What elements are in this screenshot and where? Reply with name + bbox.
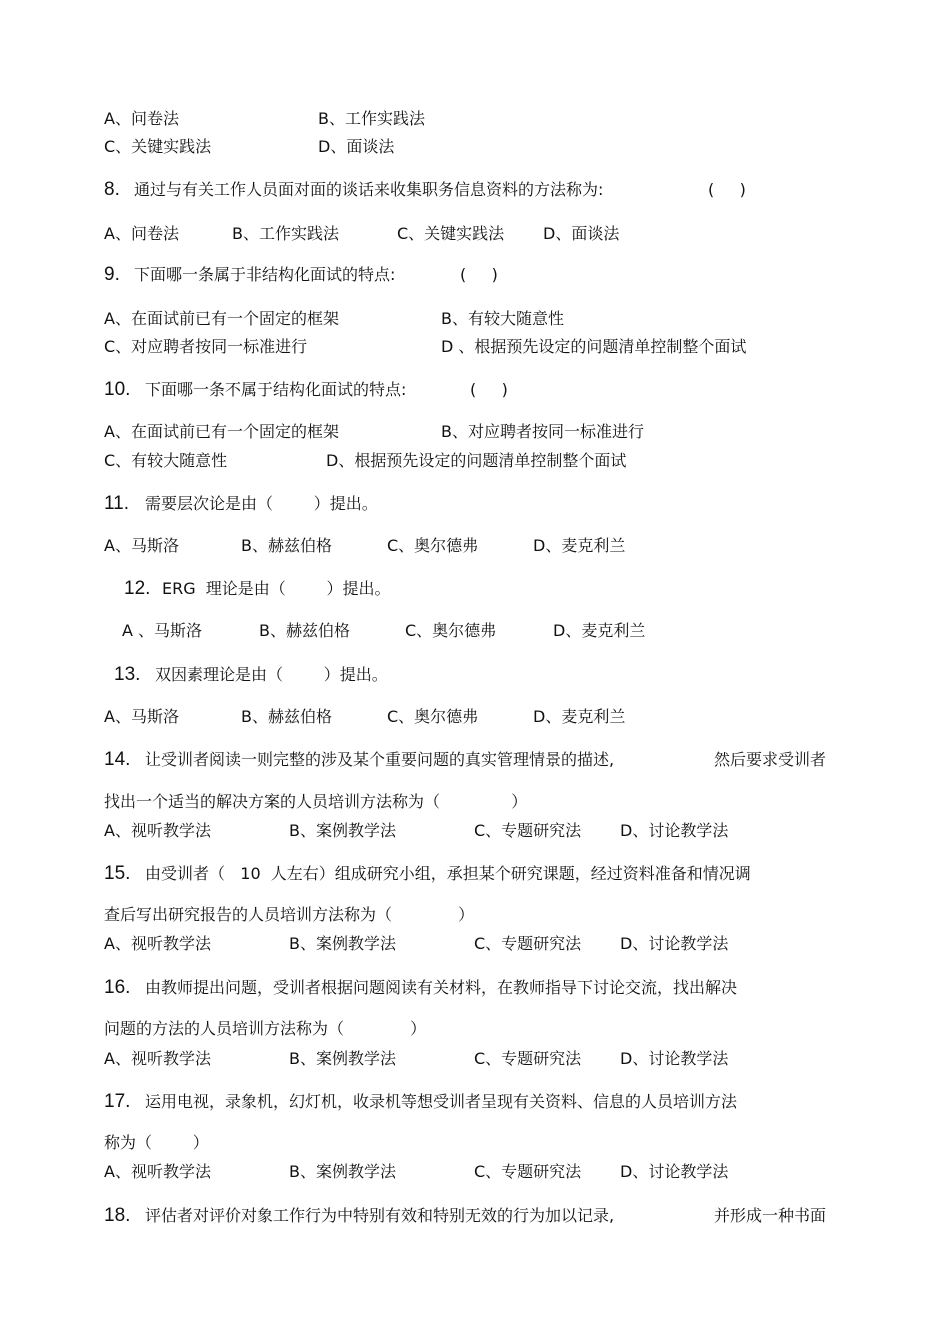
option-d: D、面谈法 [543,224,620,243]
question-number: 14. [104,749,131,770]
option-c: C、奥尔德弗 [387,707,479,726]
option-a: A、马斯洛 [104,707,179,726]
option-c: C、专题研究法 [474,1162,582,1181]
question-text: 由教师提出问题，受训者根据问题阅读有关材料，在教师指导下讨论交流，找出解决 [145,978,738,997]
question-number: 18. [104,1205,131,1226]
option-b: B、工作实践法 [318,109,425,128]
option-d: D 、根据预先设定的问题清单控制整个面试 [441,337,747,356]
option-c: C、专题研究法 [474,934,582,953]
option-c: C、关键实践法 [104,137,212,156]
question-text: 查后写出研究报告的人员培训方法称为（ ） [104,905,475,924]
option-b: B、案例教学法 [289,821,396,840]
question-number: 9. [104,264,120,285]
question-number: 16. [104,977,131,998]
question-text: 下面哪一条不属于结构化面试的特点: [145,380,407,399]
option-d: D、根据预先设定的问题清单控制整个面试 [326,451,627,470]
option-a: A、在面试前已有一个固定的框架 [104,309,339,328]
option-a: A 、马斯洛 [122,621,203,640]
option-a: A、在面试前已有一个固定的框架 [104,422,339,441]
question-number: 13. [114,664,141,685]
question-number: 12. [124,578,151,599]
option-c: C、奥尔德弗 [405,621,497,640]
question-text: 称为（ ） [104,1133,209,1152]
question-number: 8. [104,179,120,200]
option-b: B、案例教学法 [289,1049,396,1068]
question-number: 11. [104,493,130,514]
option-d: D、讨论教学法 [620,1162,729,1181]
option-a: A、问卷法 [104,224,179,243]
question-text: 评估者对评价对象工作行为中特别有效和特别无效的行为加以记录, [145,1206,615,1225]
option-d: D、麦克利兰 [533,707,626,726]
answer-blank: ( ) [470,380,508,399]
option-a: A、视听教学法 [104,1049,211,1068]
option-c: C、有较大随意性 [104,451,228,470]
option-b: B、赫兹伯格 [259,621,350,640]
option-d: D、麦克利兰 [553,621,646,640]
option-b: B、有较大随意性 [441,309,564,328]
question-text: 下面哪一条属于非结构化面试的特点: [134,265,396,284]
option-a: A、马斯洛 [104,536,179,555]
question-text: 通过与有关工作人员面对面的谈话来收集职务信息资料的方法称为: [134,180,604,199]
answer-blank: ( ) [708,180,746,199]
option-b: B、赫兹伯格 [241,707,332,726]
question-text: 双因素理论是由（ ）提出。 [155,665,388,684]
option-c: C、关键实践法 [397,224,505,243]
option-c: C、对应聘者按同一标准进行 [104,337,308,356]
option-d: D、麦克利兰 [533,536,626,555]
option-c: C、专题研究法 [474,1049,582,1068]
question-number: 10. [104,379,131,400]
option-d: D、面谈法 [318,137,395,156]
question-text: 由受训者（ 10 人左右）组成研究小组，承担某个研究课题，经过资料准备和情况调 [145,864,751,883]
question-text: 让受训者阅读一则完整的涉及某个重要问题的真实管理情景的描述, [145,750,615,769]
option-b: B、赫兹伯格 [241,536,332,555]
option-a: A、视听教学法 [104,1162,211,1181]
option-d: D、讨论教学法 [620,1049,729,1068]
option-a: A、视听教学法 [104,821,211,840]
option-a: A、视听教学法 [104,934,211,953]
option-c: C、专题研究法 [474,821,582,840]
option-b: B、案例教学法 [289,934,396,953]
question-text: 并形成一种书面 [714,1206,827,1225]
question-text: 然后要求受训者 [714,750,827,769]
question-text: 需要层次论是由（ ）提出。 [145,494,378,513]
answer-blank: ( ) [460,265,498,284]
option-b: B、工作实践法 [232,224,339,243]
option-b: B、案例教学法 [289,1162,396,1181]
option-a: A、问卷法 [104,109,179,128]
question-number: 17. [104,1091,131,1112]
question-text: 运用电视，录象机，幻灯机，收录机等想受训者呈现有关资料、信息的人员培训方法 [145,1092,738,1111]
question-number: 15. [104,863,131,884]
question-text: ERG 理论是由（ ）提出。 [162,579,391,598]
question-text: 问题的方法的人员培训方法称为（ ） [104,1019,427,1038]
option-c: C、奥尔德弗 [387,536,479,555]
option-d: D、讨论教学法 [620,821,729,840]
option-b: B、对应聘者按同一标准进行 [441,422,644,441]
option-d: D、讨论教学法 [620,934,729,953]
question-text: 找出一个适当的解决方案的人员培训方法称为（ ） [104,792,528,811]
